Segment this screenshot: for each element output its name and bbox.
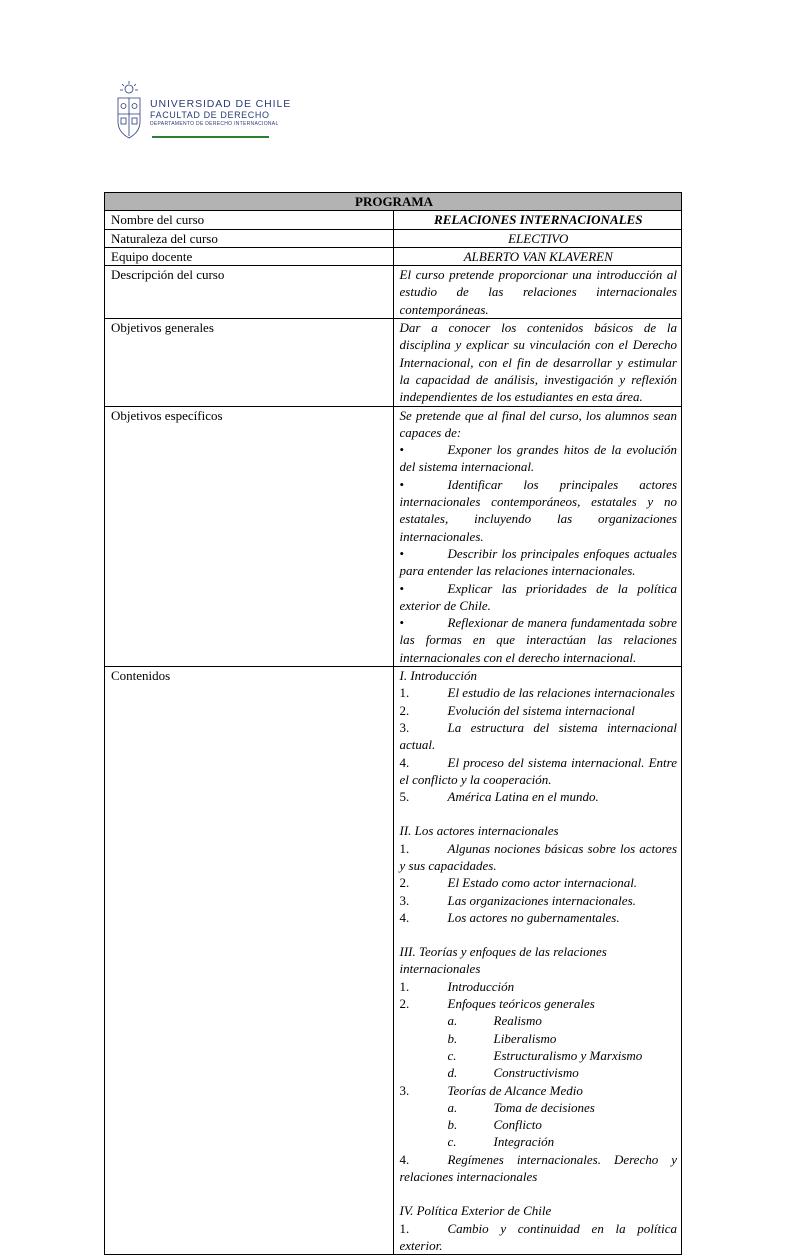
sub-list-item: [400, 1116, 678, 1133]
item-number: 1.: [399, 1220, 410, 1236]
list-item-text: Reflexionar de manera fundamentada sobre las formas en que interactúan las relaciones internacionales con el derecho internacional.: [399, 615, 677, 665]
university-name-block: [150, 98, 291, 128]
list-item: [400, 545, 678, 580]
sub-item-text: Constructivismo: [493, 1065, 579, 1081]
sub-list-item: [400, 1133, 678, 1150]
list-item-text: Describir los principales enfoques actuales para entender las relaciones internacionales.: [399, 545, 677, 579]
sub-item-text: Estructuralismo y Marxismo: [493, 1047, 643, 1063]
bullet: •: [399, 545, 405, 561]
list-item: [400, 892, 678, 909]
table-header-row: [105, 193, 682, 211]
item-text: Los actores no gubernamentales.: [447, 909, 620, 925]
item-number: 4.: [399, 1151, 410, 1167]
list-item: [400, 1082, 678, 1099]
sub-item-text: Toma de decisiones: [493, 1099, 595, 1115]
item-number: 1.: [399, 840, 410, 856]
item-number: 3.: [399, 892, 410, 908]
row-label: Nombre del curso: [105, 211, 394, 229]
sub-list-item: [400, 1064, 678, 1081]
item-text: El proceso del sistema internacional. Entre el conflicto y la cooperación.: [399, 754, 677, 787]
item-text: Evolución del sistema internacional: [447, 702, 635, 718]
table-row: [105, 229, 682, 247]
list-item: [400, 909, 678, 926]
item-number: 3.: [399, 719, 410, 735]
table-row: [105, 211, 682, 229]
contents-value: [393, 667, 682, 1255]
general-objectives-value: Dar a conocer los contenidos básicos de la disciplina y explicar su vinculación con el Derecho Internacional, con el fin de desarrollar y estimular la capacidad de análisis, investigación y reflexión independientes de los estudiantes en esta área.: [393, 319, 682, 406]
item-text: Enfoques teóricos generales: [447, 996, 595, 1012]
list-item: [400, 995, 678, 1012]
sub-item-letter: b.: [447, 1030, 458, 1046]
university-logo: [114, 80, 314, 142]
item-text: Cambio y continuidad en la política exterior.: [399, 1220, 677, 1253]
section-title: IV. Política Exterior de Chile: [399, 1203, 552, 1219]
list-item: [400, 978, 678, 995]
team-value: ALBERTO VAN KLAVEREN: [393, 247, 682, 265]
bullet: •: [399, 476, 405, 492]
item-text: Teorías de Alcance Medio: [447, 1082, 583, 1098]
faculty-name: FACULTAD DE DERECHO: [150, 110, 270, 120]
logo-divider: [152, 136, 269, 138]
row-label: Objetivos específicos: [105, 406, 394, 666]
item-text: América Latina en el mundo.: [447, 789, 599, 805]
department-name: DEPARTAMENTO DE DERECHO INTERNACIONAL: [150, 121, 279, 127]
list-item: [400, 874, 678, 891]
specific-objectives-intro: Se pretende que al final del curso, los alumnos sean capaces de:: [399, 407, 677, 440]
item-number: 4.: [399, 754, 410, 770]
table-row: [105, 406, 682, 666]
table-row: [105, 266, 682, 319]
row-label: Equipo docente: [105, 247, 394, 265]
bullet: •: [399, 442, 405, 458]
list-item: [400, 1220, 678, 1255]
item-number: 2.: [399, 996, 410, 1012]
spacer: [400, 926, 678, 943]
list-item-text: Identificar los principales actores internacionales contemporáneos, estatales y no estatales, incluyendo las organizaciones internacionales.: [399, 476, 677, 544]
spacer: [400, 805, 678, 822]
item-text: La estructura del sistema internacional actual.: [399, 719, 677, 753]
university-crest-icon: [114, 80, 144, 140]
list-item: [400, 1151, 678, 1186]
list-item-text: Exponer los grandes hitos de la evolución del sistema internacional.: [399, 442, 677, 475]
item-number: 1.: [399, 685, 410, 701]
sub-list-item: [400, 1030, 678, 1047]
sub-item-letter: c.: [447, 1047, 457, 1063]
university-name: UNIVERSIDAD DE CHILE: [150, 98, 292, 110]
item-number: 2.: [399, 875, 410, 891]
spacer: [400, 1185, 678, 1202]
table-row: [105, 247, 682, 265]
list-item: [400, 684, 678, 701]
row-label: Contenidos: [105, 667, 394, 1255]
list-item: [400, 788, 678, 805]
row-label: Objetivos generales: [105, 319, 394, 406]
bullet: •: [399, 580, 405, 596]
section-title: II. Los actores internacionales: [399, 823, 559, 839]
list-item: [400, 754, 678, 789]
item-number: 2.: [399, 702, 410, 718]
sub-item-text: Liberalismo: [493, 1030, 557, 1046]
bullet: •: [399, 615, 405, 631]
row-label: Naturaleza del curso: [105, 229, 394, 247]
nature-value: ELECTIVO: [393, 229, 682, 247]
section-title: III. Teorías y enfoques de las relaciones internacionales: [399, 944, 607, 977]
table-row: [105, 667, 682, 1255]
sub-item-letter: c.: [447, 1134, 457, 1150]
item-number: 4.: [399, 909, 410, 925]
course-name-value: RELACIONES INTERNACIONALES: [393, 211, 682, 229]
list-item: [400, 702, 678, 719]
row-label: Descripción del curso: [105, 266, 394, 319]
sub-item-text: Conflicto: [493, 1117, 542, 1133]
item-text: El estudio de las relaciones internacionales: [447, 685, 675, 701]
list-item: [400, 441, 678, 476]
item-number: 3.: [399, 1082, 410, 1098]
item-number: 5.: [399, 789, 410, 805]
item-number: 1.: [399, 978, 410, 994]
sub-list-item: [400, 1047, 678, 1064]
list-item: [400, 580, 678, 615]
specific-objectives-value: [393, 406, 682, 666]
description-value: El curso pretende proporcionar una introducción al estudio de las relaciones internacionales contemporáneas.: [393, 266, 682, 319]
sub-item-text: Integración: [493, 1134, 555, 1150]
list-item: [400, 614, 678, 666]
item-text: Algunas nociones básicas sobre los actores y sus capacidades.: [399, 840, 677, 873]
sub-list-item: [400, 1099, 678, 1116]
item-text: El Estado como actor internacional.: [447, 875, 638, 891]
item-text: Regímenes internacionales. Derecho y relaciones internacionales: [399, 1151, 677, 1185]
list-item-text: Explicar las prioridades de la política exterior de Chile.: [399, 580, 677, 613]
list-item: [400, 840, 678, 875]
table-row: [105, 319, 682, 406]
sub-item-letter: d.: [447, 1065, 458, 1081]
program-table: [104, 192, 682, 1255]
list-item: [400, 719, 678, 754]
item-text: Las organizaciones internacionales.: [447, 892, 636, 908]
sub-item-text: Realismo: [493, 1013, 542, 1029]
sub-item-letter: a.: [447, 1013, 458, 1029]
sub-list-item: [400, 1012, 678, 1029]
list-item: [400, 476, 678, 545]
section-title: I. Introducción: [399, 668, 477, 684]
item-text: Introducción: [447, 978, 515, 994]
table-title: PROGRAMA: [105, 193, 682, 211]
sub-item-letter: a.: [447, 1099, 458, 1115]
sub-item-letter: b.: [447, 1117, 458, 1133]
